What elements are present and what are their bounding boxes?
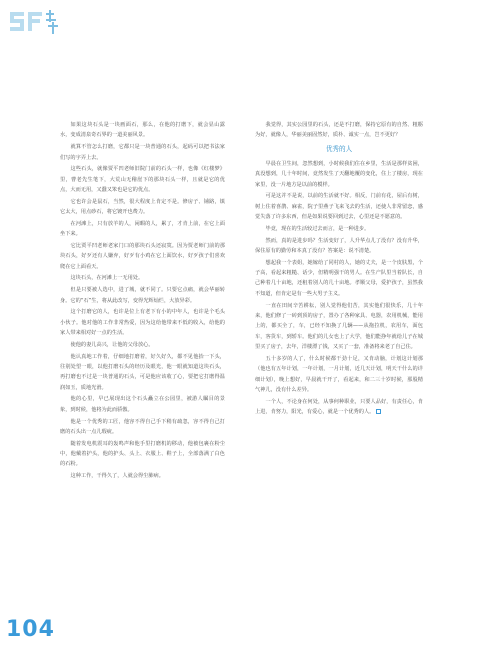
- section-heading: 优秀的人: [325, 144, 353, 153]
- left-paragraph: 如果这块石头是一块画面石，那么，在他的打磨下，就会显山露水，变成清泉奇石界的一道美丽风景。: [60, 122, 225, 139]
- left-paragraph: 就算不管怎么打磨，它都只是一块普通的石头，起码可以把书法家们写的字弄上去。: [60, 144, 225, 161]
- left-paragraph: 这些石头，就像贾平凹老师旧院门前的石头一样，也像《红楼梦》里，曹老先生笔下，大荒山无稽崖下的那块石头一样，且就是它的优点，大而无用，又蠢又笨也是它的优点。: [60, 166, 225, 194]
- left-paragraph: 他的心里，早已展现出这个石头矗立在公园里，被游人瞩目的景象，到时候，他将为此而骄傲。: [60, 396, 225, 413]
- left-column: [60, 120, 225, 483]
- right-paragraph: 我觉得，其实公园里的石头，还是不打磨，保持它原有的自然、粗粝为好，就像人，华丽美丽固然好，质朴、诚实一点，岂不更好？: [255, 122, 423, 139]
- left-paragraph: 随着发电机震耳的轰鸣声和他手里打磨机的移动，他被包裹在粉尘中，他戴着护头，他的护头、头上、衣服上、鞋子上，全部落满了白色的石粉。: [60, 440, 225, 468]
- left-paragraph: 这种工作，干得久了，人就会得尘肺病。: [70, 473, 164, 480]
- right-paragraph: 然而，真的是进步吗？生活变好了，人升华点儿了没有？没有升华，保住原有的勤劳和本真了没有？答案是：说不清楚。: [255, 237, 423, 254]
- right-paragraph: [255, 397, 423, 418]
- right-paragraph: 毕竟，现在的生活较过去而言，是一种进步。: [265, 225, 370, 232]
- left-paragraph: 但是只要被人选中，进了城，就不同了。只要它点痛，就会华丽转身。它的“石”生，将从此改写，变得光辉灿烂，大放异彩。: [60, 287, 225, 304]
- left-paragraph: 在河滩上，只有放羊的人，闲暇的人，累了，才肯上前，在它上面坐下来。: [60, 220, 225, 238]
- right-paragraph: 早晨在卫生间，忽然想到，小时候我们住在乡里，生活是那样贫困，真没想到，几十年时间，竟然发生了天翻地覆的变化，住上了楼房，现在家里，没一片地方是以前的模样。: [255, 160, 423, 188]
- left-paragraph: 这个打磨它的人，也许是位上有老下有小的中年人，也许是个毛头小伙子。他对他的工作非常热爱，因为这给他带来不低的收入，给他的家人带来相对好一点的生活。: [60, 309, 225, 337]
- page-number: 104: [6, 617, 55, 642]
- right-paragraph: 想起我一个表姐，她嫁给了同村的人，她的丈夫，是一个皮肤黑，个子高，看起来粗糙、话少，但精明强干的男人。在生产队里当着队长，自己种着几十亩地，还租着别人的几十亩地。孝顺父母，爱护孩子，虽然我不知道，但肯定是有一些大男子主义。: [255, 259, 423, 297]
- end-mark-icon: [376, 409, 381, 414]
- left-paragraph: 它比贾平凹老师老家门口的那块石头还寂寞。因为贾老师门前的那块石头，好歹还有人嫌弃，好歹有小鸡在它上面饮水，好歹孩子们喜欢爬在它上面看天。: [60, 242, 225, 270]
- left-paragraph: 他是一个优秀的工匠，他容不得自己手下稍有疏忽，容不得自己打磨的石头出一点儿瑕疵。: [60, 418, 225, 435]
- left-paragraph: 使他的妻儿高兴，让他的父母放心。: [70, 341, 154, 348]
- right-paragraph: 可是这并不是说，以前的生活就不好。相反，门前有花，屋后有树，树上住着喜鹊、麻雀，院子里燕子飞来飞去的生活，还使人非常留恋，感觉失落了许多东西，但是如果说要回到过去，心里还是不愿意的。: [255, 193, 423, 221]
- closing-text: 一个人，不论身在何处，从事何种职业，只要人品好，有责任心，肯上进，肯努力，阳光，有爱心，就是一个优秀的人。: [255, 398, 423, 416]
- right-column: [255, 120, 423, 419]
- left-paragraph: 他认真地工作着，仔细地打磨着，好久好久，都不见他抬一下头，往别处望一眼，以他打磨石头的经历及眼光，他一眼就知道这块石头，再打磨也不过是一块普通的石头，可是他应该收了心，要把它打磨得温润如玉，质地光滑。: [60, 353, 225, 391]
- right-paragraph: 一直在田间辛苦耕耘，别人觉得他们苦，其实他们很快乐，几十年来，他们修了一砖到顶的房子，置办了各种家具、电器，农用机械，能用上的，都买全了，车，已经不知换了几辆——从拖拉机，农用车，面包车，客货车，到轿车。他们的儿女也上了大学，他们能挣年就给儿子在城里买了房子，去年，洋楼漂了钱，又买了一套，准备将来老了自己住。: [255, 302, 423, 351]
- right-paragraph: 五十多岁的人了，什么时候都干劲十足，又肯动脑，计划这计划那（他也有五年计划，一年计划，一月计划，近几天计划，明天干什么的详细计划），晚上想好，早晨就干开了，看起来，和二三十岁时候，那股精气神儿，没有什么差异。: [255, 355, 423, 394]
- left-paragraph: 这块石头，在河滩上一无用处。: [70, 275, 144, 282]
- left-paragraph: 它也许会是鼠石，当然，很大程度上肯定不是。修房子、铺路，镇它太大，用点砂石，将它镀开也费力。: [60, 198, 225, 216]
- magazine-logo: [6, 4, 74, 38]
